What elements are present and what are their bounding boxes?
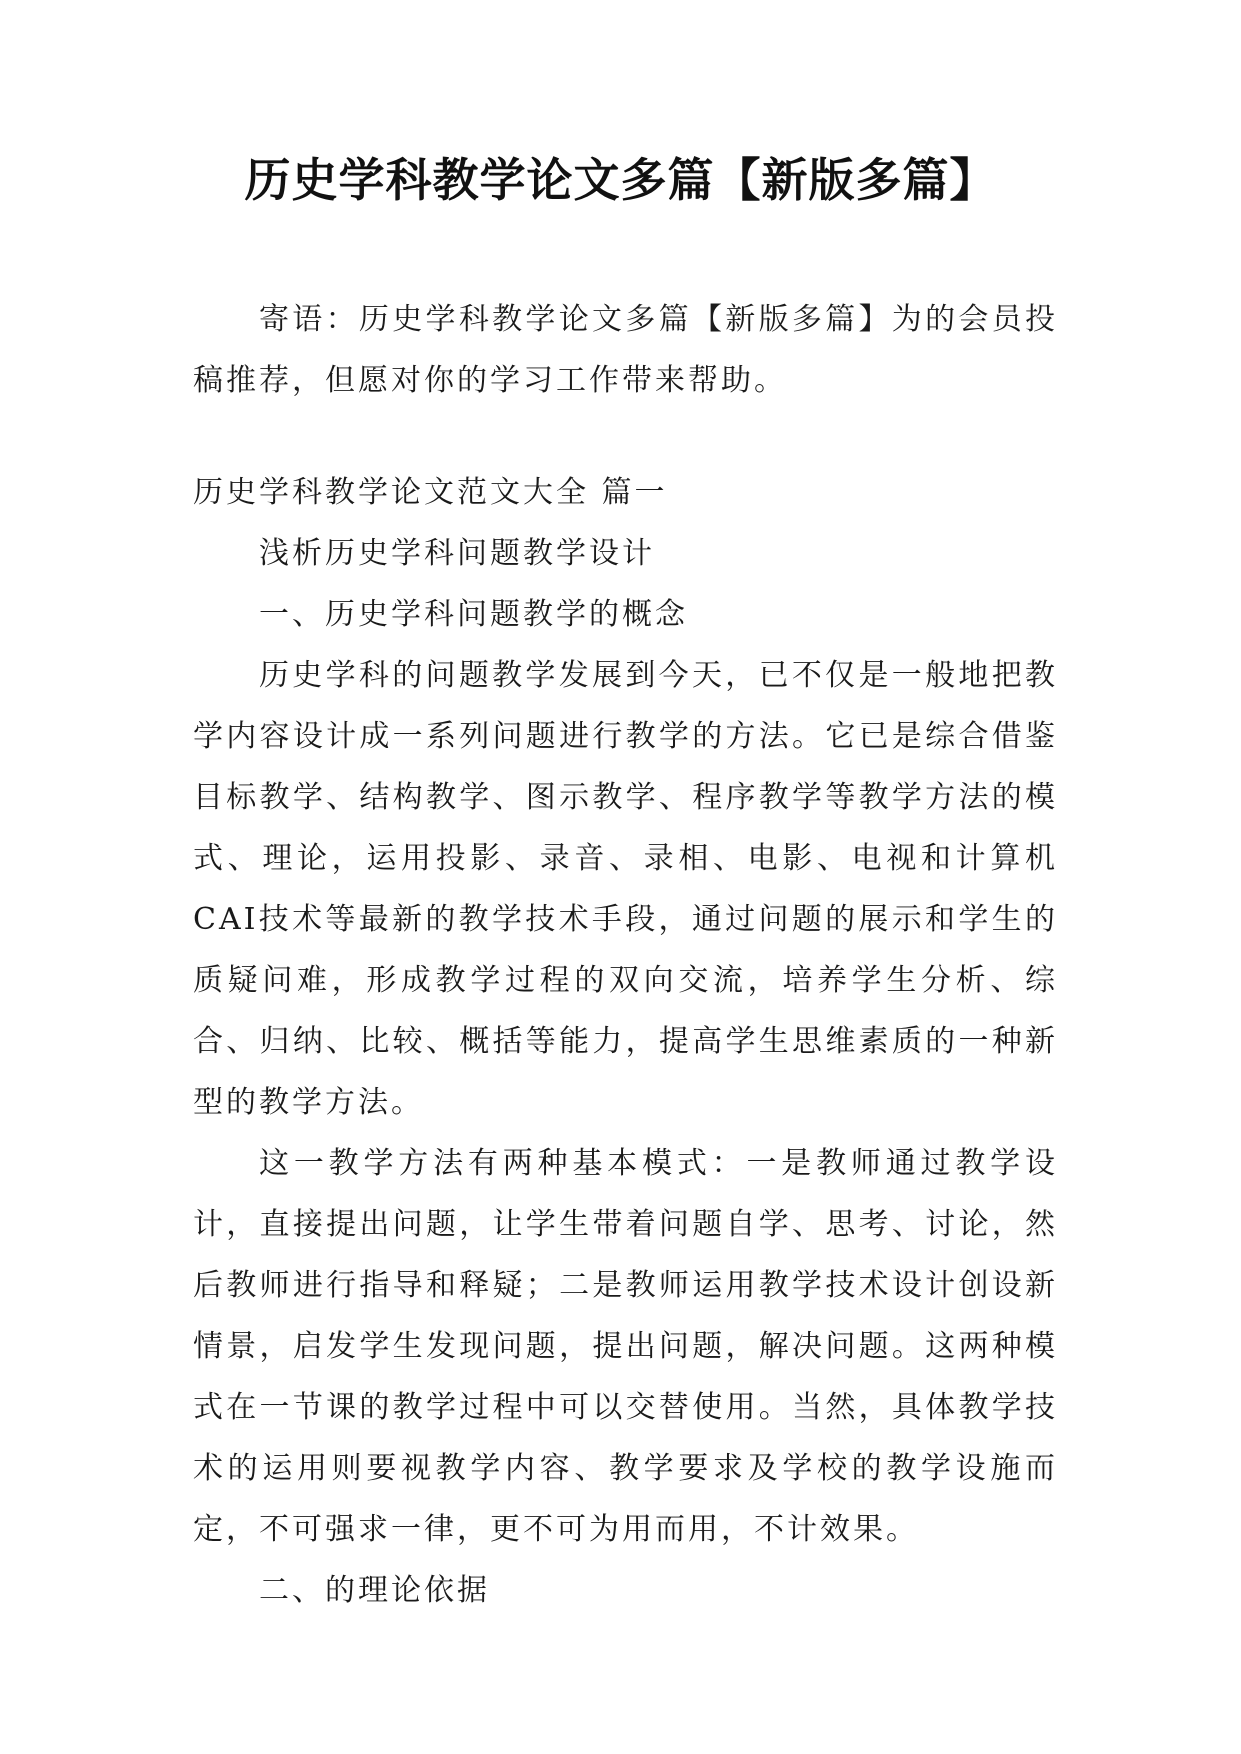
main-body <box>193 523 1058 1621</box>
intro-text: 寄语：历史学科教学论文多篇【新版多篇】为的会员投稿推荐，但愿对你的学习工作带来帮助。 <box>193 302 1058 398</box>
body-paragraph: 历史学科的问题教学发展到今天，已不仅是一般地把教学内容设计成一系列问题进行教学的方法。它已是综合借鉴目标教学、结构教学、图示教学、程序教学等教学方法的模式、理论，运用投影、录音、录相、电影、电视和计算机CAI技术等最新的教学技术手段，通过问题的展示和学生的质疑问难，形成教学过程的双向交流，培养学生分析、综合、归纳、比较、概括等能力，提高学生思维素质的一种新型的教学方法。 <box>193 658 1058 1120</box>
body-paragraph: 这一教学方法有两种基本模式：一是教师通过教学设计，直接提出问题，让学生带着问题自学、思考、讨论，然后教师进行指导和释疑；二是教师运用教学技术设计创设新情景，启发学生发现问题，提出问题，解决问题。这两种模式在一节课的教学过程中可以交替使用。当然，具体教学技术的运用则要视教学内容、教学要求及学校的教学设施而定，不可强求一律，更不可为用而用，不计效果。 <box>193 1146 1058 1547</box>
section-heading <box>193 462 1058 523</box>
subtitle-paragraph: 浅析历史学科问题教学设计 <box>259 536 655 571</box>
document-title: 历史学科教学论文多篇【新版多篇】 <box>244 153 997 207</box>
intro-paragraph <box>193 289 1058 411</box>
heading-concept: 一、历史学科问题教学的概念 <box>259 597 688 632</box>
section-heading-text: 历史学科教学论文范文大全 篇一 <box>193 475 668 510</box>
heading-theory: 二、的理论依据 <box>259 1573 490 1608</box>
